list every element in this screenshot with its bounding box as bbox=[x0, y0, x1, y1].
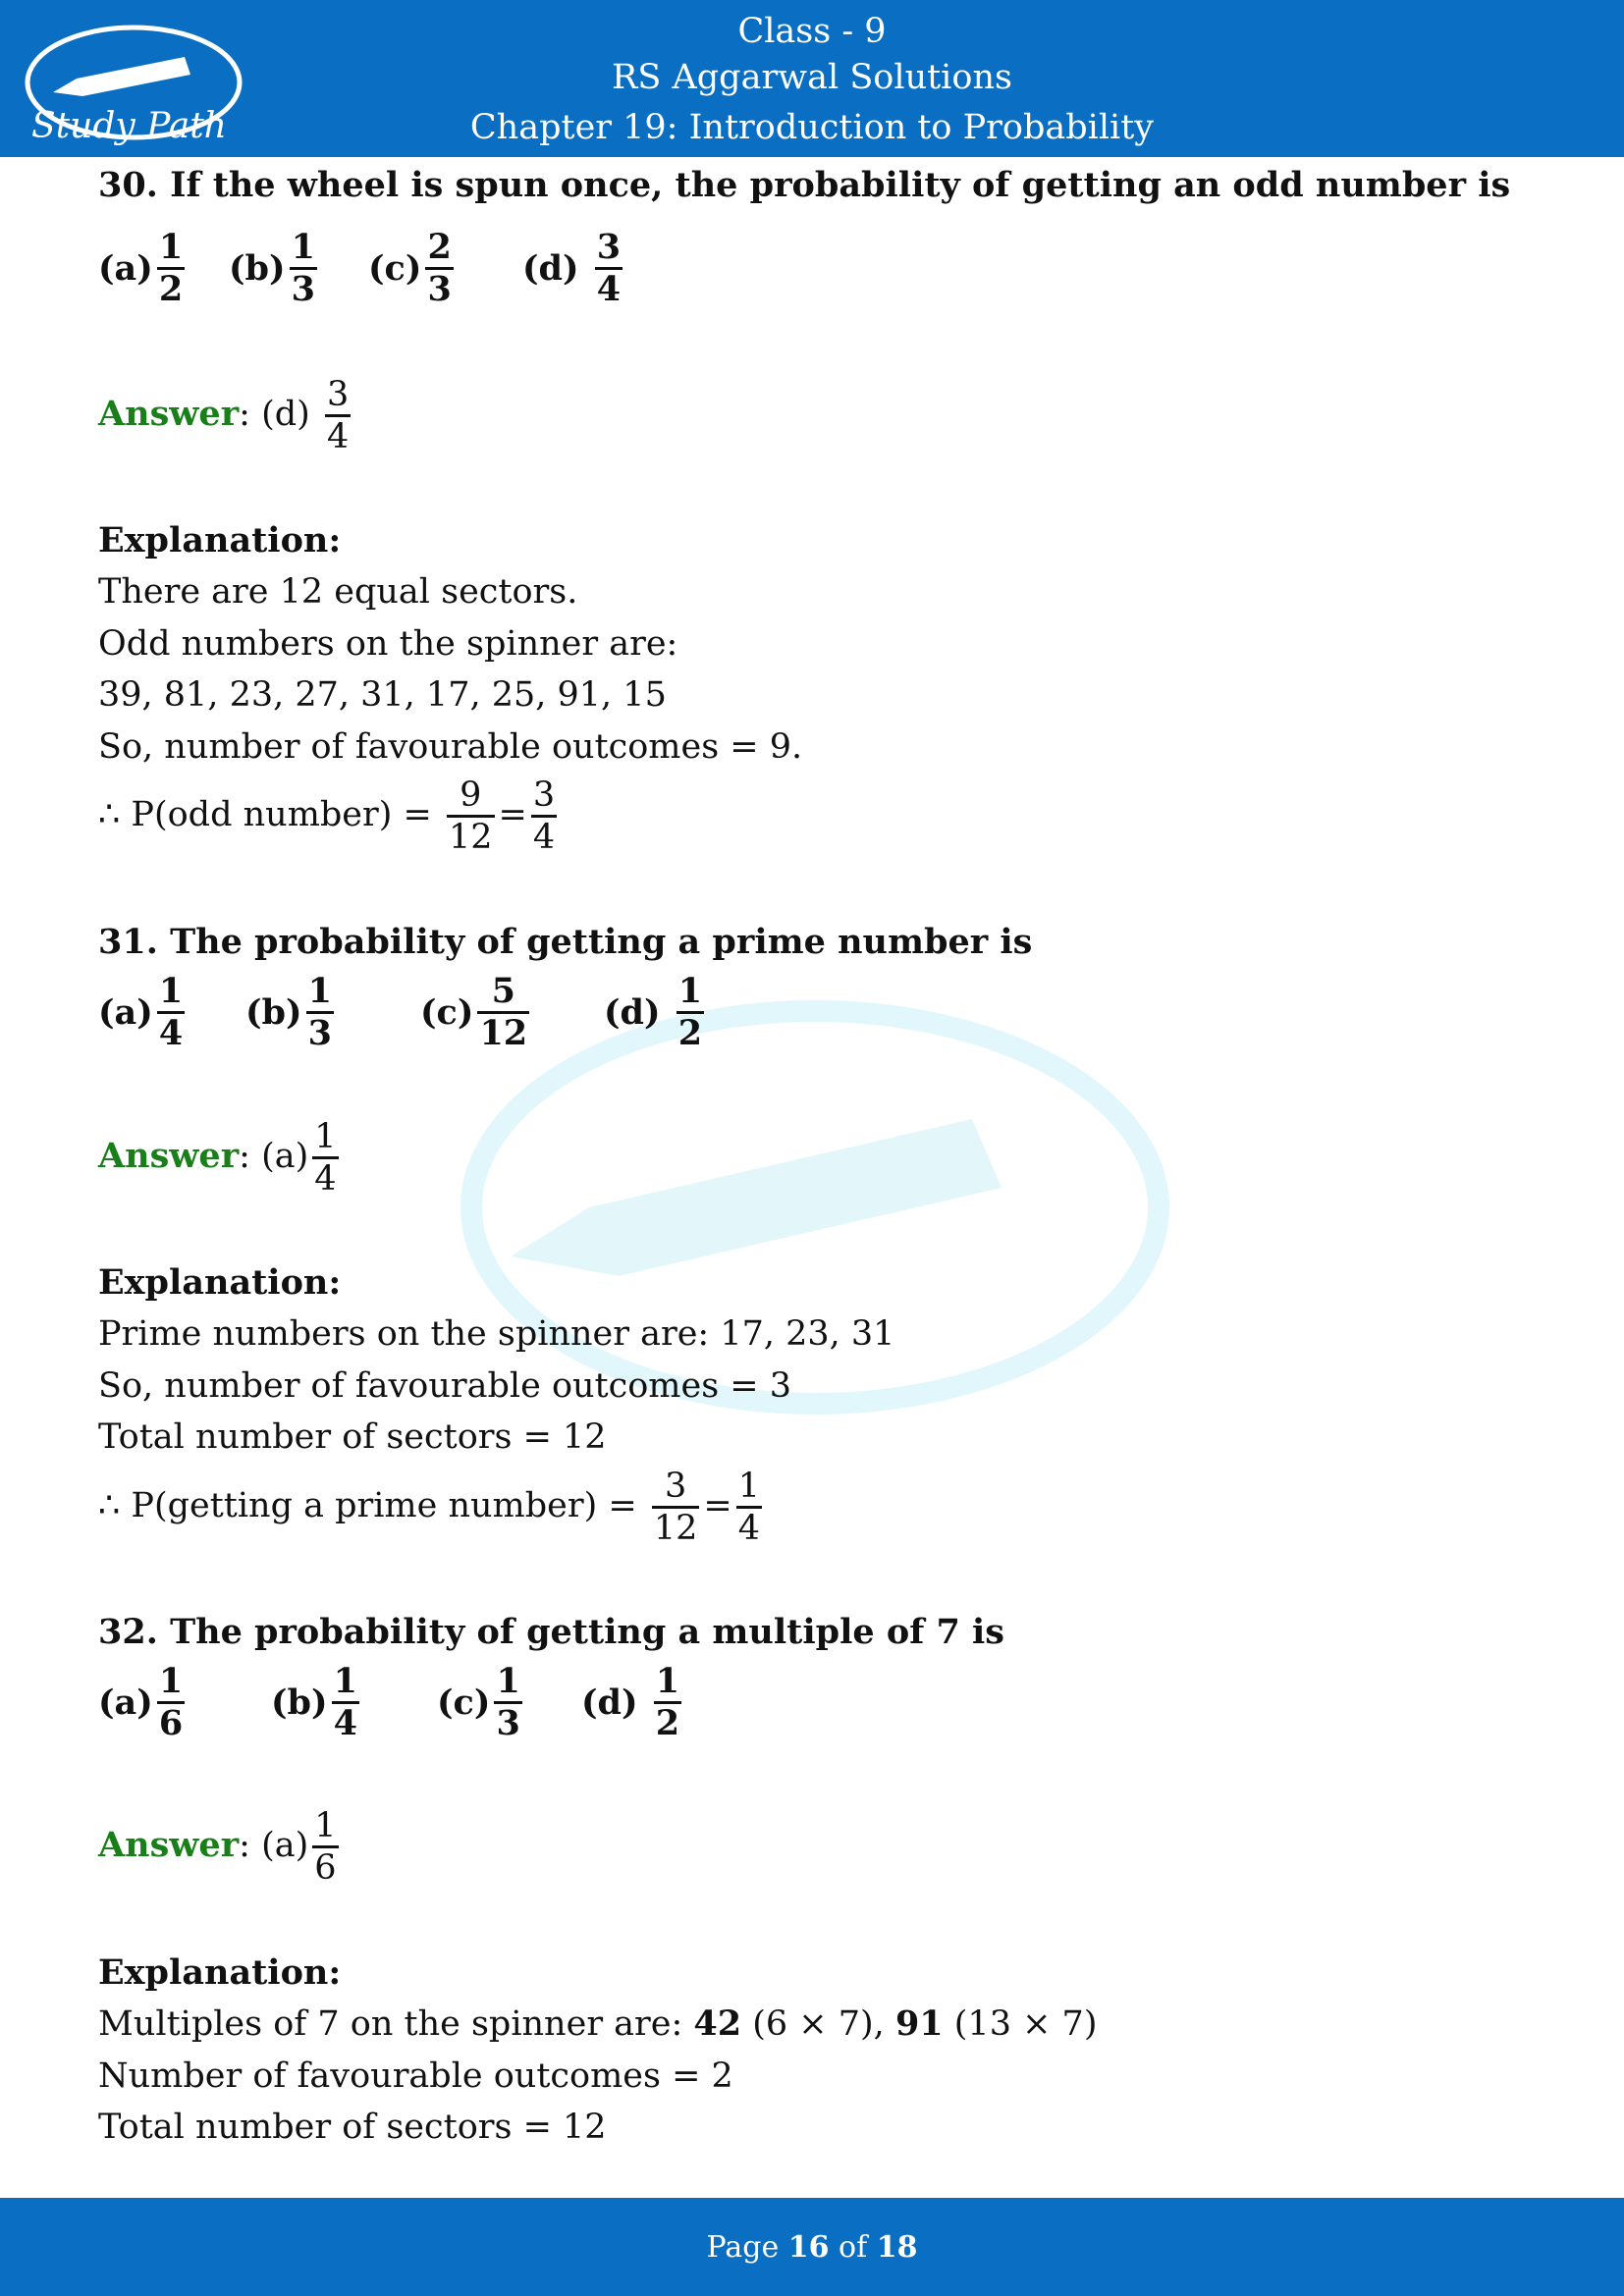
q30-line-3: 39, 81, 23, 27, 31, 17, 25, 91, 15 bbox=[98, 675, 667, 715]
q31-option-b: (b) $\frac{1}{3}$ bbox=[245, 971, 332, 1053]
q32-multiples-line: Multiples of 7 on the spinner are: 42 (6 × 7), 91 (13 × 7) bbox=[98, 2003, 1098, 2044]
q31-line-3: Total number of sectors = 12 bbox=[98, 1417, 607, 1457]
page-header bbox=[0, 0, 1624, 157]
header-class: Class - 9 bbox=[737, 12, 887, 51]
q32-line-2: Total number of sectors = 12 bbox=[98, 2108, 607, 2147]
q31-final: ∴ P(getting a prime number) = $\frac{3}{12}$ = $\frac{1}{4}$ bbox=[98, 1467, 760, 1548]
q32-option-d: (d) $\frac{1}{2}$ bbox=[581, 1661, 680, 1743]
q30-question: 30. If the wheel is spun once, the probability of getting an odd number is bbox=[98, 165, 1511, 205]
q31-explanation-title: Explanation: bbox=[98, 1262, 342, 1303]
page-footer bbox=[0, 2198, 1624, 2296]
q32-question: 32. The probability of getting a multiple of 7 is bbox=[98, 1612, 1004, 1652]
q30-line-2: Odd numbers on the spinner are: bbox=[98, 624, 678, 664]
q31-line-1: Prime numbers on the spinner are: 17, 23, 31 bbox=[98, 1314, 895, 1354]
q31-answer: Answer: (a) $\frac{1}{4}$ bbox=[98, 1117, 337, 1199]
q31-option-c: (c) $\frac{5}{12}$ bbox=[420, 971, 528, 1053]
q30-option-b: (b) $\frac{1}{3}$ bbox=[229, 227, 315, 309]
q32-option-b: (b) $\frac{1}{4}$ bbox=[271, 1661, 357, 1743]
q30-final: ∴ P(odd number) = $\frac{9}{12}$ = $\frac{3}{4}$ bbox=[98, 775, 556, 857]
q30-explanation-title: Explanation: bbox=[98, 520, 342, 561]
svg-text:Study Path: Study Path bbox=[31, 106, 227, 146]
q30-option-c: (c) $\frac{2}{3}$ bbox=[368, 227, 452, 309]
q32-option-a: (a) $\frac{1}{6}$ bbox=[98, 1661, 184, 1743]
q32-explanation-title: Explanation: bbox=[98, 1952, 342, 1993]
q31-line-2: So, number of favourable outcomes = 3 bbox=[98, 1366, 791, 1406]
q30-option-d: (d) $\frac{3}{4}$ bbox=[522, 227, 622, 309]
q30-line-4: So, number of favourable outcomes = 9. bbox=[98, 727, 803, 767]
q32-option-c: (c) $\frac{1}{3}$ bbox=[437, 1661, 520, 1743]
header-chapter: Chapter 19: Introduction to Probability bbox=[469, 108, 1155, 147]
header-book: RS Aggarwal Solutions bbox=[612, 58, 1012, 97]
q30-option-a: (a) $\frac{1}{2}$ bbox=[98, 227, 184, 309]
q32-line-1: Number of favourable outcomes = 2 bbox=[98, 2056, 733, 2096]
page-indicator: Page 16 of 18 bbox=[706, 2229, 918, 2265]
q32-answer: Answer: (a) $\frac{1}{6}$ bbox=[98, 1806, 337, 1888]
q31-option-a: (a) $\frac{1}{4}$ bbox=[98, 971, 184, 1053]
q31-option-d: (d) $\frac{1}{2}$ bbox=[604, 971, 703, 1053]
q30-answer: Answer: (d) $\frac{3}{4}$ bbox=[98, 375, 350, 456]
q30-line-1: There are 12 equal sectors. bbox=[98, 572, 578, 612]
q31-question: 31. The probability of getting a prime number is bbox=[98, 922, 1033, 962]
